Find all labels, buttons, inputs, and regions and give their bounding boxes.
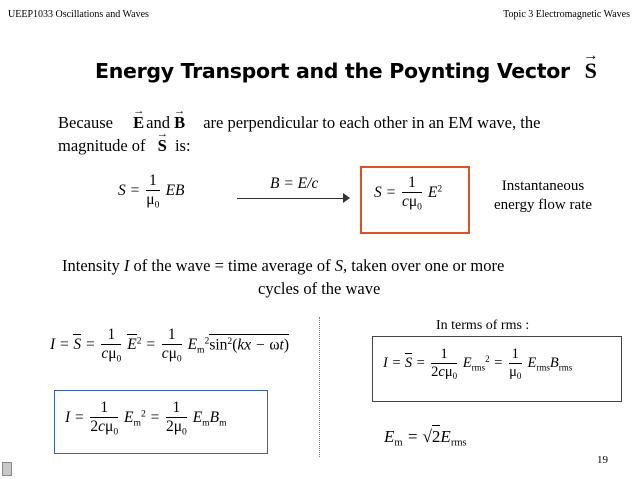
rms-label: In terms of rms : xyxy=(436,318,530,333)
intensity-amplitude-equation: I = $\frac{1}{2c\mu_0}$ $E_m^2$ = $\frac{1}{2\mu_0}$ $E_mB_m$ xyxy=(65,399,227,438)
and-word: and xyxy=(146,113,170,132)
intensity-symbol-s: S xyxy=(334,256,344,275)
poynting-equation: S = $\frac{1}{\mu_0}$ EB xyxy=(118,172,185,211)
slide-corner-icon xyxy=(2,462,12,476)
because-word: Because xyxy=(58,113,113,132)
instantaneous-label xyxy=(483,177,603,215)
relation-b-e-c: B = E/c xyxy=(270,175,319,192)
course-header: UEEP1033 Oscillations and Waves xyxy=(8,9,149,20)
topic-header: Topic 3 Electromagnetic Waves xyxy=(503,9,630,20)
vector-e: → E xyxy=(133,113,144,133)
page-number: 19 xyxy=(597,454,608,466)
arrow-line xyxy=(237,198,347,199)
intensity-line-1 xyxy=(62,256,504,276)
vector-s: → S xyxy=(158,136,167,156)
intensity-text-b: of the wave = time average of xyxy=(129,256,335,275)
rms-equation: I = S = $\frac{1}{2c\mu_0}$ $E_{rms}^2$ = $\frac{1}{\mu_0}$ $E_{rms}B_{rms}$ xyxy=(383,346,573,381)
perpendicular-text: are perpendicular to each other in an EM wave, the xyxy=(203,113,541,132)
because-line xyxy=(58,113,540,133)
intensity-text-c: , taken over one or more xyxy=(343,256,505,275)
vector-b: → B xyxy=(174,113,185,133)
em-erms-relation: $E_m = √2E_{rms}$ xyxy=(384,427,467,449)
slide-title xyxy=(95,58,597,84)
magnitude-of-text: magnitude of xyxy=(58,136,146,155)
instantaneous-label-line2: energy flow rate xyxy=(493,197,592,213)
slide-title-text: Energy Transport and the Poynting Vector xyxy=(95,59,570,83)
intensity-amplitude-box xyxy=(54,390,268,454)
instantaneous-equation: S = $\frac{1}{c\mu_0}$ $E^2$ xyxy=(374,174,443,213)
time-average-equation: I = S = $\frac{1}{c\mu_0}$ $E^2$ = $\frac{1}{c\mu_0}$ $E_m^2\sin^2(kx - \omega t)$ xyxy=(50,326,290,365)
arrow-head-icon xyxy=(343,193,350,203)
rms-equation-box xyxy=(372,336,622,402)
intensity-text-a: Intensity xyxy=(62,256,124,275)
instantaneous-label-line1: Instantaneous xyxy=(501,178,585,194)
title-poynting-symbol: → S xyxy=(585,58,597,84)
magnitude-line xyxy=(58,136,191,156)
intensity-symbol-i: I xyxy=(123,256,130,275)
is-text: is: xyxy=(174,136,191,155)
intensity-line-2: cycles of the wave xyxy=(258,279,381,298)
divider xyxy=(319,317,320,457)
instantaneous-equation-box xyxy=(360,166,470,234)
